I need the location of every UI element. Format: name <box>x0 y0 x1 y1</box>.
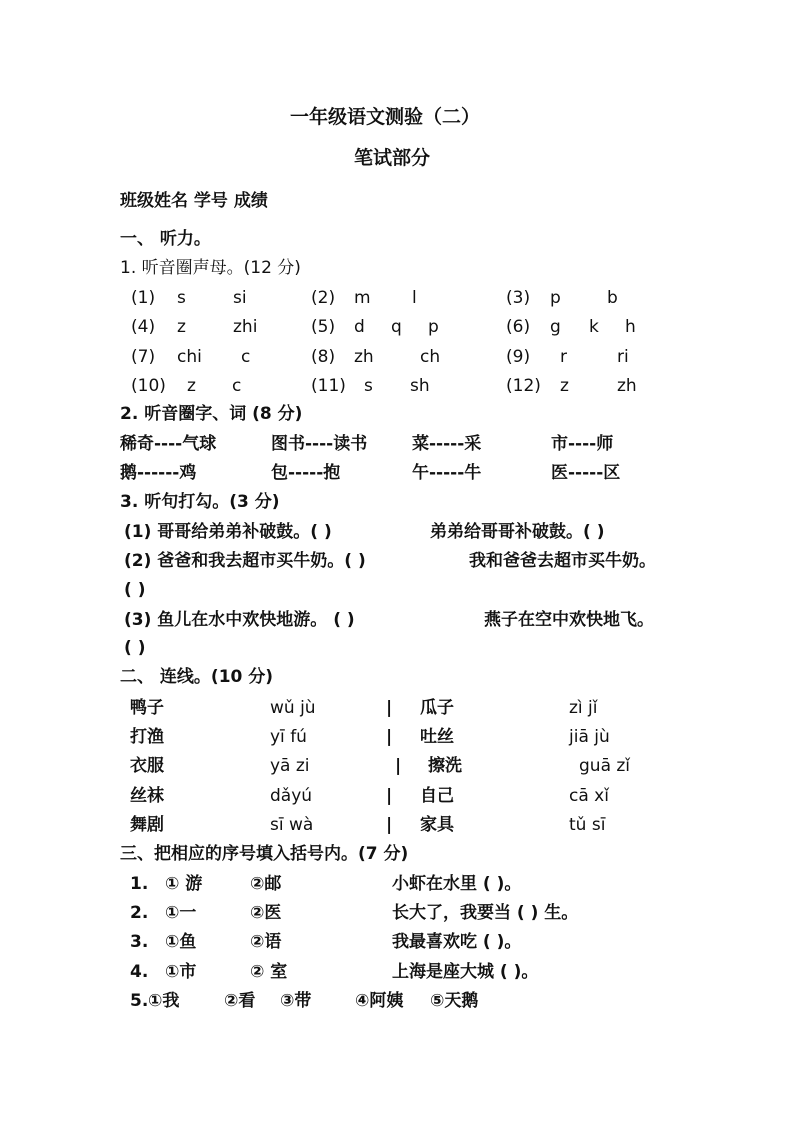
q1-option: ri <box>617 347 629 367</box>
s3-option: ⑤天鹅 <box>430 991 479 1011</box>
q3-heading: 3. 听句打勾。(3 分) <box>120 492 280 512</box>
match-pinyin: jiā jù <box>569 727 610 747</box>
q1-option: zh <box>617 376 637 396</box>
q1-option: si <box>233 288 247 308</box>
match-divider: | <box>386 786 393 806</box>
q2-heading: 2. 听音圈字、词 (8 分) <box>120 404 303 424</box>
match-pinyin: yā zi <box>270 756 310 776</box>
q1-option: d <box>354 317 365 337</box>
q3-sentence: (1) 哥哥给弟弟补破鼓。( ) <box>124 522 332 542</box>
section-1-heading: 一、 听力。 <box>120 229 211 249</box>
match-divider: | <box>386 698 393 718</box>
q3-sentence: (3) 鱼儿在水中欢快地游。 ( ) <box>124 610 355 630</box>
q3-answer-blank: ( ) <box>124 580 146 600</box>
q1-option: b <box>607 288 618 308</box>
match-word: 舞剧 <box>130 815 164 835</box>
q1-item-num: (7) <box>131 347 156 367</box>
match-pinyin: yī fú <box>270 727 307 747</box>
q1-item-num: (2) <box>311 288 336 308</box>
q1-option: h <box>625 317 636 337</box>
s3-option: ②看 <box>224 991 256 1011</box>
q1-option: l <box>412 288 417 308</box>
q1-item-num: (12) <box>506 376 541 396</box>
q1-option: s <box>177 288 186 308</box>
q1-option: p <box>428 317 439 337</box>
q2-word-pair: 午-----牛 <box>412 463 482 483</box>
s3-sentence: 我最喜欢吃 ( )。 <box>392 932 522 952</box>
q1-item-num: (9) <box>506 347 531 367</box>
q2-word-pair: 稀奇----气球 <box>120 434 217 454</box>
q1-option: zh <box>354 347 374 367</box>
q1-option: z <box>187 376 196 396</box>
match-word: 自己 <box>420 786 454 806</box>
match-divider: | <box>386 815 393 835</box>
q1-item-num: (10) <box>131 376 166 396</box>
s3-item-num: 1. <box>130 874 149 894</box>
s3-option: ①鱼 <box>165 932 197 952</box>
q2-word-pair: 菜-----采 <box>412 434 482 454</box>
q1-option: r <box>560 347 567 367</box>
match-word: 鸭子 <box>130 698 164 718</box>
q1-heading: 1. 听音圈声母。(12 分) <box>120 258 301 278</box>
match-pinyin: sī wà <box>270 815 314 835</box>
match-pinyin: zì jǐ <box>569 698 598 718</box>
match-word: 衣服 <box>130 756 164 776</box>
page-subtitle: 笔试部分 <box>354 147 431 169</box>
s3-option: ①市 <box>165 962 197 982</box>
q1-option: z <box>560 376 569 396</box>
q1-option: z <box>177 317 186 337</box>
match-word: 丝袜 <box>130 786 164 806</box>
q1-option: p <box>550 288 561 308</box>
s3-option: ②语 <box>250 932 282 952</box>
q3-answer-blank: ( ) <box>124 638 146 658</box>
s3-option: ①一 <box>165 903 197 923</box>
match-word: 打渔 <box>130 727 164 747</box>
q1-item-num: (11) <box>311 376 346 396</box>
page-title: 一年级语文测验（二） <box>290 106 481 128</box>
s3-option: ① 游 <box>165 874 203 894</box>
s3-item-num: 3. <box>130 932 149 952</box>
s3-item-num: 5. <box>130 991 149 1011</box>
q1-option: sh <box>410 376 430 396</box>
q3-sentence: (2) 爸爸和我去超市买牛奶。( ) <box>124 551 366 571</box>
q1-item-num: (1) <box>131 288 156 308</box>
q1-item-num: (4) <box>131 317 156 337</box>
q2-word-pair: 医-----区 <box>551 463 621 483</box>
q1-item-num: (3) <box>506 288 531 308</box>
section-3-heading: 三、把相应的序号填入括号内。(7 分) <box>120 844 409 864</box>
s3-option: ③带 <box>280 991 312 1011</box>
q1-item-num: (8) <box>311 347 336 367</box>
q1-option: s <box>364 376 373 396</box>
q1-option: c <box>241 347 251 367</box>
q1-option: zhi <box>233 317 258 337</box>
q2-word-pair: 包-----抱 <box>271 463 341 483</box>
q1-option: k <box>589 317 599 337</box>
q3-sentence: 我和爸爸去超市买牛奶。 <box>469 551 656 571</box>
s3-sentence: 长大了，我要当 ( ) 生。 <box>392 903 579 923</box>
q2-word-pair: 鹅------鸡 <box>120 463 197 483</box>
q1-item-num: (6) <box>506 317 531 337</box>
s3-sentence: 小虾在水里 ( )。 <box>392 874 522 894</box>
s3-option: ①我 <box>148 991 180 1011</box>
q3-sentence: 燕子在空中欢快地飞。 <box>484 610 654 630</box>
q3-sentence: 弟弟给哥哥补破鼓。( ) <box>430 522 605 542</box>
section-2-heading: 二、 连线。(10 分) <box>120 667 274 687</box>
q1-option: g <box>550 317 561 337</box>
q1-option: ch <box>420 347 441 367</box>
s3-option: ②邮 <box>250 874 282 894</box>
match-pinyin: cā xǐ <box>569 786 609 806</box>
q1-item-num: (5) <box>311 317 336 337</box>
match-word: 瓜子 <box>420 698 454 718</box>
q1-option: m <box>354 288 371 308</box>
match-pinyin: wǔ jù <box>270 698 316 718</box>
match-word: 吐丝 <box>420 727 454 747</box>
s3-option: ② 室 <box>250 962 288 982</box>
match-word: 擦洗 <box>428 756 462 776</box>
s3-item-num: 2. <box>130 903 149 923</box>
q2-word-pair: 图书----读书 <box>271 434 368 454</box>
student-info-line: 班级姓名 学号 成绩 <box>120 191 268 211</box>
q1-option: chi <box>177 347 202 367</box>
match-divider: | <box>386 727 393 747</box>
s3-sentence: 上海是座大城 ( )。 <box>392 962 539 982</box>
s3-item-num: 4. <box>130 962 149 982</box>
match-pinyin: guā zǐ <box>579 756 631 776</box>
q1-option: c <box>232 376 242 396</box>
q1-option: q <box>391 317 402 337</box>
s3-option: ④阿姨 <box>355 991 404 1011</box>
q2-word-pair: 市----师 <box>551 434 614 454</box>
match-pinyin: tǔ sī <box>569 815 606 835</box>
match-word: 家具 <box>420 815 454 835</box>
match-divider: | <box>395 756 402 776</box>
match-pinyin: dǎyú <box>270 786 313 806</box>
s3-option: ②医 <box>250 903 282 923</box>
